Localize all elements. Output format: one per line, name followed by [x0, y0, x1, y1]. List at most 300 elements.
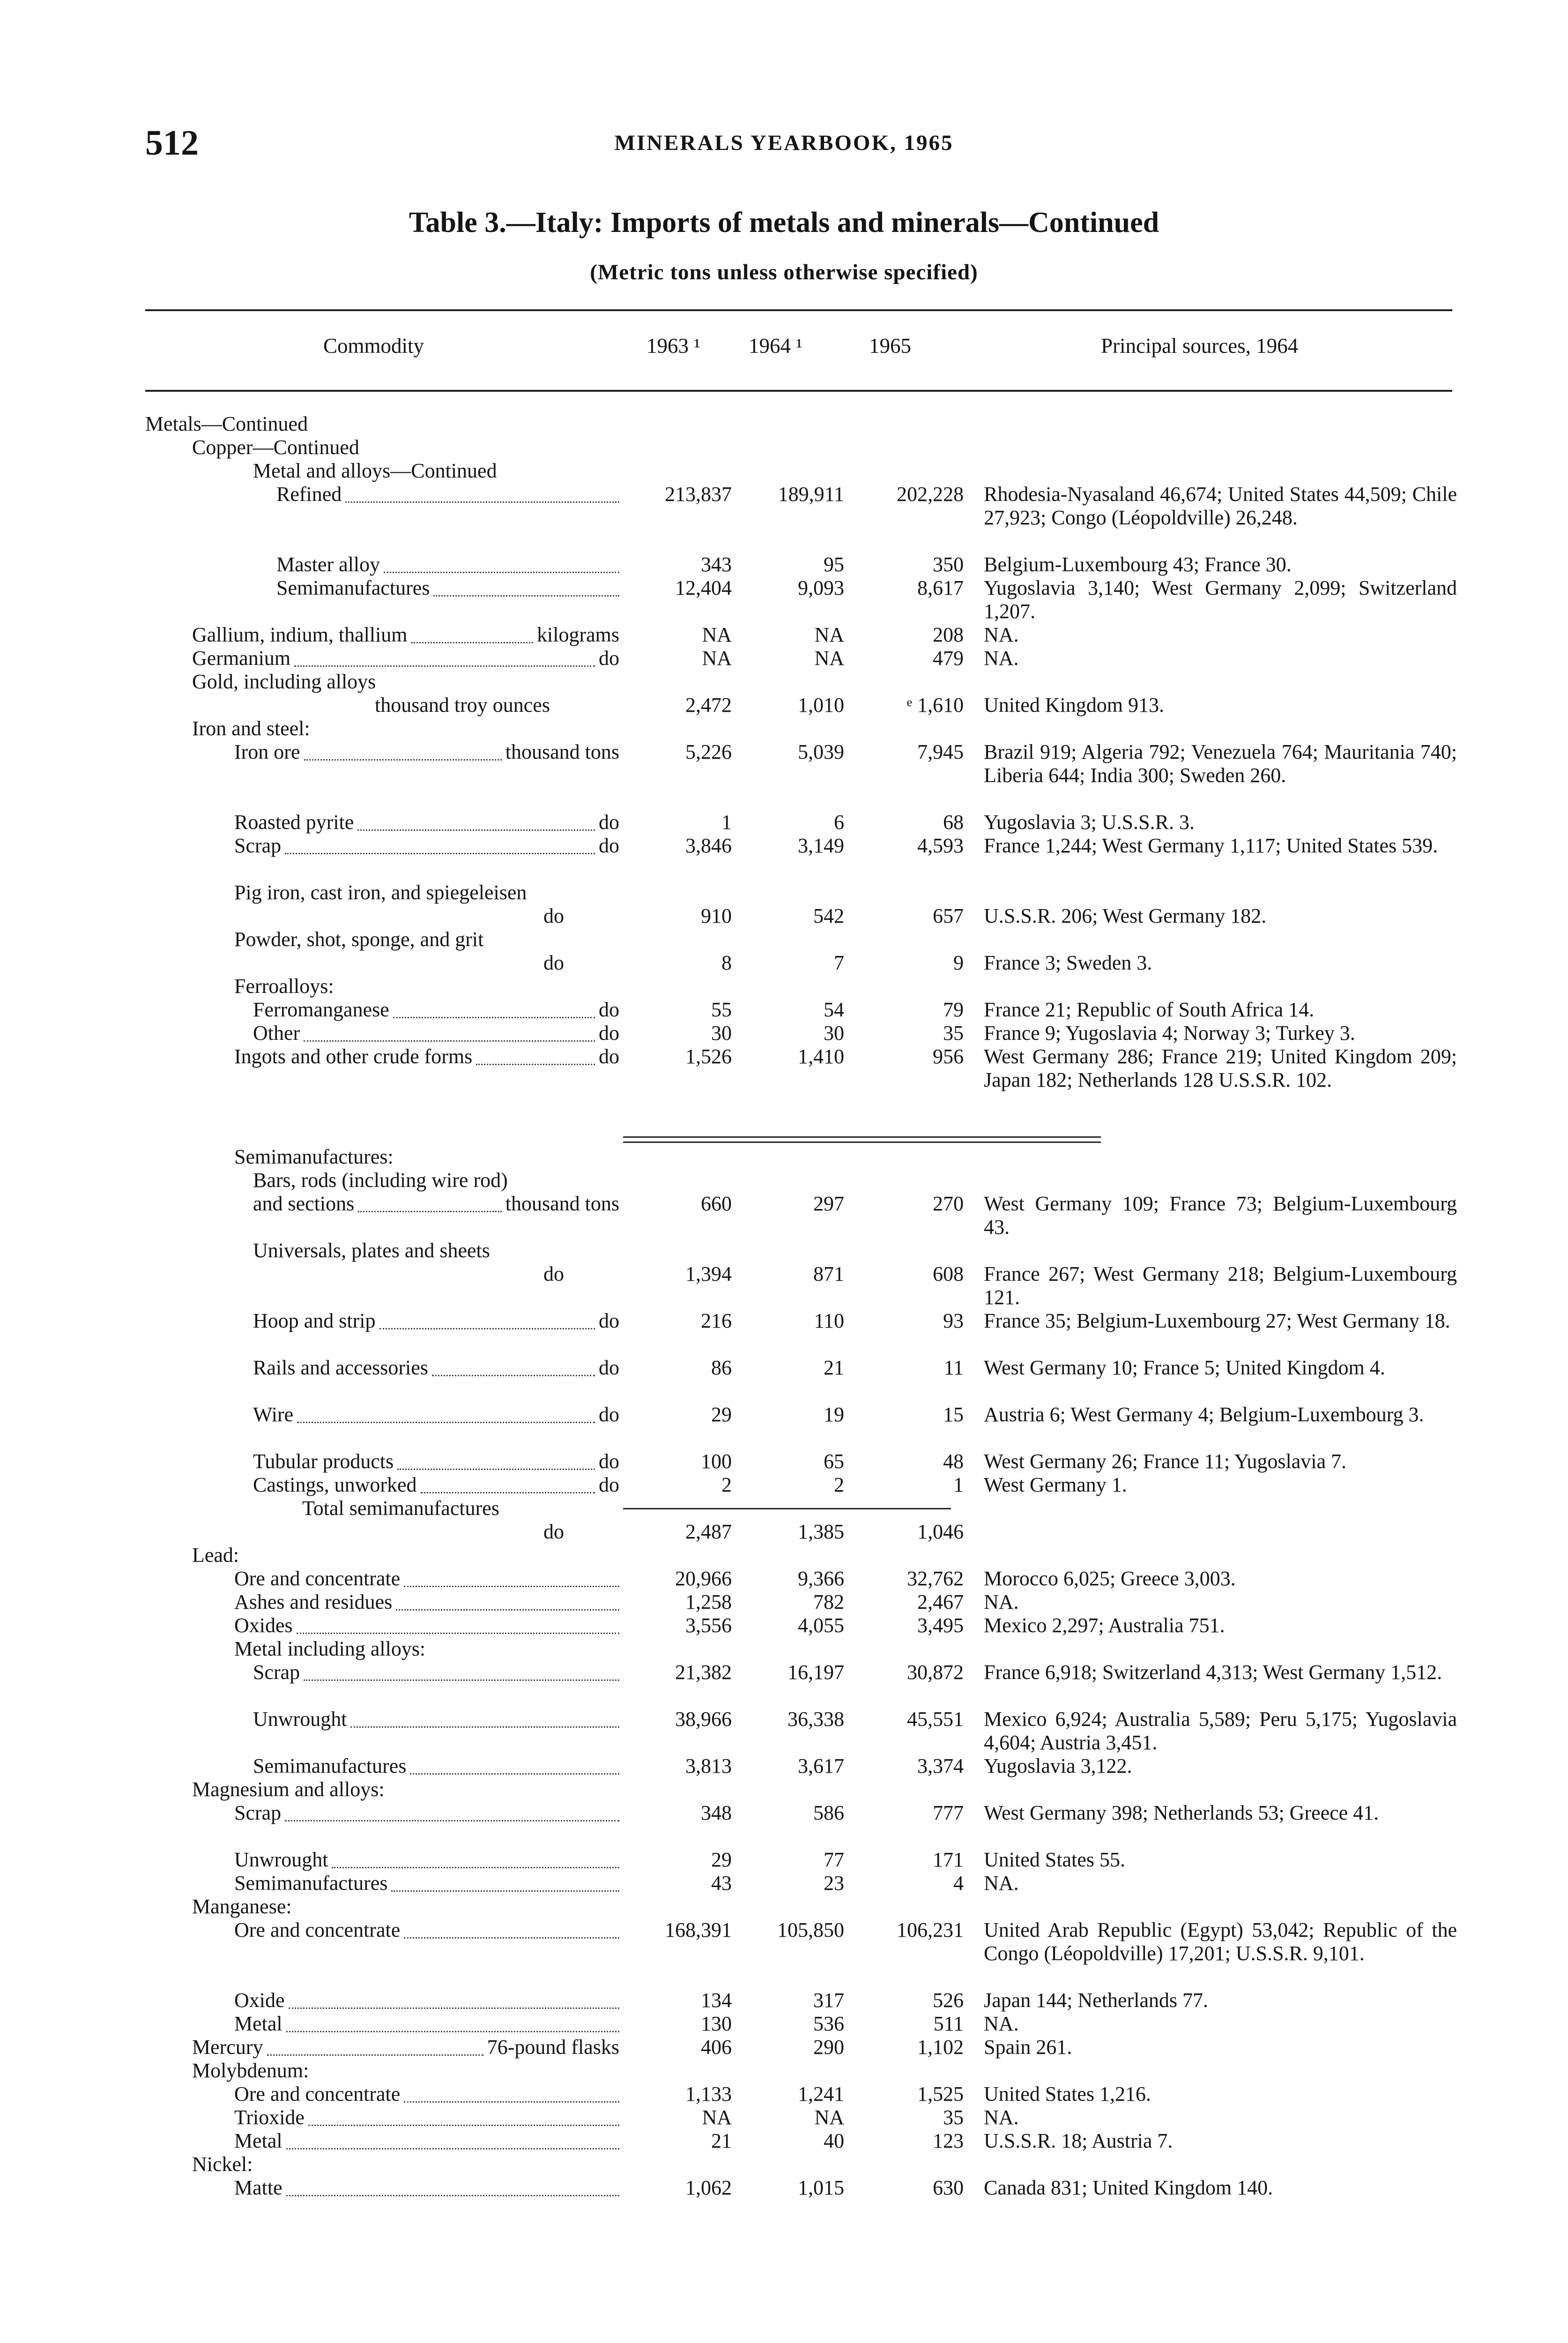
table-row: [0, 1614, 1568, 1637]
header-top-rule: [145, 309, 1452, 311]
table-row: [0, 1356, 1568, 1403]
commodity-label: do: [543, 951, 564, 974]
value-1964: 77: [824, 1848, 844, 1871]
value-1965: 93: [943, 1309, 964, 1332]
table-row: [0, 834, 1568, 881]
page-number: 512: [145, 123, 199, 163]
value-1963: 20,966: [675, 1567, 732, 1590]
value-1964: 290: [813, 2036, 844, 2059]
commodity-label: Pig iron, cast iron, and spiegeleisen: [234, 881, 527, 904]
commodity-label: Semimanufactures: [234, 1872, 388, 1895]
value-1965: 608: [933, 1262, 964, 1285]
table-row: [0, 623, 1568, 647]
table-row: [0, 1848, 1568, 1872]
value-1963: 38,966: [675, 1708, 732, 1731]
value-1965: 1,525: [917, 2082, 964, 2105]
table-row: [0, 2059, 1568, 2082]
commodity-label: Molybdenum:: [192, 2059, 309, 2082]
value-1965: 15: [943, 1403, 964, 1426]
principal-sources: Japan 144; Netherlands 77.: [984, 1989, 1208, 2012]
principal-sources: Brazil 919; Algeria 792; Venezuela 764; Mauritania 740; Liberia 644; India 300; Sweden 260.: [984, 740, 1457, 787]
value-1965: 3,495: [917, 1614, 964, 1637]
value-1964: 1,015: [798, 2176, 844, 2199]
table-row: [0, 1022, 1568, 1045]
unit-label: 76-pound flasks: [487, 2036, 619, 2059]
value-1963: 1: [721, 811, 732, 834]
commodity-label: Refined: [276, 483, 342, 506]
value-1964: 3,149: [798, 834, 844, 857]
table-row: [0, 881, 1568, 904]
principal-sources: France 3; Sweden 3.: [984, 951, 1152, 974]
total-rule: [623, 1508, 951, 1509]
leader-dots: [393, 998, 595, 1018]
value-1963: 21,382: [675, 1661, 732, 1684]
header-principal-sources: Principal sources, 1964: [1101, 334, 1299, 358]
value-1965: 79: [943, 998, 964, 1021]
value-1965: 1: [953, 1473, 964, 1496]
leader-dots: [384, 553, 619, 573]
table-row: [0, 1450, 1568, 1473]
principal-sources: France 267; West Germany 218; Belgium-Luxembourg 121.: [984, 1262, 1457, 1309]
commodity-label: Metal including alloys:: [234, 1637, 426, 1660]
table-row: [0, 1989, 1568, 2012]
principal-sources: France 6,918; Switzerland 4,313; West Germany 1,512.: [984, 1661, 1442, 1684]
principal-sources: NA.: [984, 1872, 1019, 1895]
value-1965: 35: [943, 1022, 964, 1045]
unit-label: do: [599, 1473, 619, 1496]
principal-sources: U.S.S.R. 206; West Germany 182.: [984, 904, 1267, 927]
value-1963: 660: [701, 1192, 732, 1215]
value-1964: 1,241: [798, 2082, 844, 2105]
value-1964: 36,338: [788, 1708, 844, 1731]
value-1965: 777: [933, 1801, 964, 1824]
value-1963: 1,526: [685, 1045, 732, 1068]
leader-dots: [404, 1918, 619, 1939]
value-1965: 35: [943, 2106, 964, 2129]
table-row: [0, 1169, 1568, 1192]
principal-sources: U.S.S.R. 18; Austria 7.: [984, 2129, 1173, 2152]
value-1963: 8: [721, 951, 732, 974]
commodity-label: Oxides: [234, 1614, 293, 1637]
value-1965: 630: [933, 2176, 964, 2199]
value-1963: 348: [701, 1801, 732, 1824]
principal-sources: West Germany 109; France 73; Belgium-Luxembourg 43.: [984, 1192, 1457, 1239]
value-1964: 105,850: [777, 1918, 844, 1941]
table-row: [0, 811, 1568, 834]
principal-sources: Canada 831; United Kingdom 140.: [984, 2176, 1273, 2199]
commodity-label: Wire: [253, 1403, 294, 1426]
unit-label: do: [599, 811, 619, 834]
table-row: [0, 1590, 1568, 1614]
table-row: [0, 2106, 1568, 2129]
leader-dots: [267, 2036, 483, 2056]
principal-sources: United States 55.: [984, 1848, 1125, 1871]
commodity-label: Matte: [234, 2176, 282, 2199]
value-1965: 1,102: [917, 2036, 964, 2059]
principal-sources: West Germany 26; France 11; Yugoslavia 7.: [984, 1450, 1347, 1473]
commodity-label: Master alloy: [276, 553, 380, 576]
commodity-label: Hoop and strip: [253, 1309, 376, 1332]
value-1965: 68: [943, 811, 964, 834]
commodity-label: Total semimanufactures: [302, 1497, 499, 1520]
commodity-label: Universals, plates and sheets: [253, 1239, 490, 1262]
value-1964: 6: [834, 811, 844, 834]
value-1963: 5,226: [685, 740, 732, 763]
leader-dots: [285, 1801, 619, 1821]
value-1965: 11: [944, 1356, 964, 1379]
unit-label: do: [599, 1045, 619, 1068]
value-1963: 343: [701, 553, 732, 576]
commodity-label: Semimanufactures:: [234, 1145, 394, 1168]
table-row: [0, 1309, 1568, 1356]
value-1964: 317: [813, 1989, 844, 2012]
value-1965: 8,617: [917, 576, 964, 599]
leader-dots: [286, 2176, 619, 2196]
value-1964: 542: [813, 904, 844, 927]
principal-sources: West Germany 398; Netherlands 53; Greece 41.: [984, 1801, 1379, 1824]
value-1963: 1,394: [685, 1262, 732, 1285]
value-1965: 202,228: [897, 483, 964, 506]
value-1964: NA: [814, 647, 844, 670]
commodity-label: Powder, shot, sponge, and grit: [234, 928, 484, 951]
unit-label: kilograms: [537, 623, 619, 646]
table-row: [0, 1520, 1568, 1544]
commodity-label: Manganese:: [192, 1895, 292, 1918]
value-1965: 526: [933, 1989, 964, 2012]
principal-sources: France 1,244; West Germany 1,117; United States 539.: [984, 834, 1438, 857]
value-1965: 7,945: [917, 740, 964, 763]
principal-sources: Yugoslavia 3,122.: [984, 1754, 1132, 1777]
leader-dots: [379, 1309, 595, 1329]
value-1963: 134: [701, 1989, 732, 2012]
commodity-label: Metal: [234, 2129, 282, 2152]
table-row: [0, 2012, 1568, 2036]
commodity-label: Iron and steel:: [192, 717, 310, 740]
unit-label: do: [599, 1309, 619, 1332]
value-1963: NA: [702, 623, 732, 646]
value-1963: 213,837: [665, 483, 732, 506]
value-1963: 3,846: [685, 834, 732, 857]
table-row: [0, 2153, 1568, 2176]
table-row: [0, 1262, 1568, 1309]
value-1965: 1,046: [917, 1520, 964, 1543]
commodity-label: Roasted pyrite: [234, 811, 354, 834]
commodity-label: Scrap: [234, 834, 282, 857]
principal-sources: Morocco 6,025; Greece 3,003.: [984, 1567, 1236, 1590]
commodity-label: Semimanufactures: [276, 576, 430, 599]
leader-dots: [358, 1192, 502, 1212]
leader-dots: [404, 1567, 619, 1587]
value-1964: 189,911: [778, 483, 844, 506]
principal-sources: Austria 6; West Germany 4; Belgium-Luxembourg 3.: [984, 1403, 1424, 1426]
commodity-label: Ore and concentrate: [234, 1918, 401, 1941]
value-1965: 4,593: [917, 834, 964, 857]
table-row: [0, 1661, 1568, 1708]
unit-label: do: [599, 1356, 619, 1379]
table-row: [0, 998, 1568, 1022]
value-1963: 406: [701, 2036, 732, 2059]
table-row: [0, 2129, 1568, 2153]
table-row: [0, 1045, 1568, 1115]
commodity-label: Germanium: [192, 647, 291, 670]
value-1964: 7: [834, 951, 844, 974]
value-1964: 65: [824, 1450, 844, 1473]
commodity-label: do: [543, 1520, 564, 1543]
commodity-label: Ore and concentrate: [234, 2082, 401, 2105]
unit-label: do: [599, 998, 619, 1021]
principal-sources: Belgium-Luxembourg 43; France 30.: [984, 553, 1292, 576]
commodity-label: Tubular products: [253, 1450, 394, 1473]
commodity-label: thousand troy ounces: [375, 694, 550, 716]
value-1964: 110: [814, 1309, 844, 1332]
unit-label: thousand tons: [505, 1192, 619, 1215]
unit-label: do: [599, 1022, 619, 1045]
table-row: [0, 1403, 1568, 1450]
table-row: [0, 483, 1568, 553]
value-1963: 100: [701, 1450, 732, 1473]
table-subtitle: (Metric tons unless otherwise specified): [590, 260, 978, 284]
header-1965: 1965: [869, 334, 911, 358]
commodity-label: Ferromanganese: [253, 998, 389, 1021]
header-1963: 1963 ¹: [647, 334, 700, 358]
table-row: [0, 1473, 1568, 1497]
value-1965: 2,467: [917, 1590, 964, 1613]
value-1963: 2: [721, 1473, 732, 1496]
value-1963: 12,404: [675, 576, 732, 599]
value-1963: 3,813: [685, 1754, 732, 1777]
commodity-label: Bars, rods (including wire rod): [253, 1169, 508, 1192]
commodity-label: Lead:: [192, 1544, 239, 1567]
table-row: [0, 1872, 1568, 1895]
value-1965: 4: [953, 1872, 964, 1895]
value-1964: 54: [824, 998, 844, 1021]
table-row: [0, 647, 1568, 670]
value-1964: 95: [824, 553, 844, 576]
commodity-label: do: [543, 904, 564, 927]
commodity-label: Scrap: [234, 1801, 282, 1824]
value-1964: 9,093: [798, 576, 844, 599]
commodity-label: Gallium, indium, thallium: [192, 623, 408, 646]
leader-dots: [350, 1708, 619, 1728]
table-row: [0, 1778, 1568, 1801]
table-row: [0, 1918, 1568, 1989]
value-1963: 1,258: [685, 1590, 732, 1613]
table-row: [0, 928, 1568, 951]
value-1964: 586: [813, 1801, 844, 1824]
principal-sources: France 35; Belgium-Luxembourg 27; West Germany 18.: [984, 1309, 1450, 1332]
value-1963: NA: [702, 2106, 732, 2129]
value-1965: 270: [933, 1192, 964, 1215]
leader-dots: [304, 1022, 595, 1042]
value-1964: 782: [813, 1590, 844, 1613]
leader-dots: [476, 1045, 595, 1065]
table-row: [0, 553, 1568, 576]
table-row: [0, 1145, 1568, 1169]
leader-dots: [286, 2012, 619, 2032]
principal-sources: United States 1,216.: [984, 2082, 1151, 2105]
commodity-label: Ferroalloys:: [234, 975, 334, 998]
value-1963: 2,487: [685, 1520, 732, 1543]
value-1963: 3,556: [685, 1614, 732, 1637]
commodity-label: Metals—Continued: [145, 412, 308, 435]
table-row: [0, 1895, 1568, 1918]
value-1963: 216: [701, 1309, 732, 1332]
table-title: Table 3.—Italy: Imports of metals and minerals—Continued: [409, 207, 1159, 239]
leader-dots: [357, 811, 595, 831]
table-row: [0, 904, 1568, 928]
commodity-label: Ore and concentrate: [234, 1567, 401, 1590]
value-1964: 30: [824, 1022, 844, 1045]
value-1965: 106,231: [897, 1918, 964, 1941]
unit-label: do: [599, 834, 619, 857]
leader-dots: [308, 2106, 619, 2126]
principal-sources: NA.: [984, 2012, 1019, 2035]
table-row: [0, 2082, 1568, 2106]
value-1964: 1,010: [798, 694, 844, 716]
commodity-label: Unwrought: [234, 1848, 328, 1871]
value-1963: 168,391: [665, 1918, 732, 1941]
value-1965: 208: [933, 623, 964, 646]
leader-dots: [397, 1450, 595, 1470]
commodity-label: Oxide: [234, 1989, 285, 2012]
table-row: [0, 670, 1568, 694]
value-1964: 21: [824, 1356, 844, 1379]
value-1965: 479: [933, 647, 964, 670]
commodity-label: Iron ore: [234, 740, 300, 763]
principal-sources: Mexico 6,924; Australia 5,589; Peru 5,175; Yugoslavia 4,604; Austria 3,451.: [984, 1708, 1457, 1754]
table-row: [0, 951, 1568, 975]
commodity-label: Ingots and other crude forms: [234, 1045, 473, 1068]
commodity-label: Magnesium and alloys:: [192, 1778, 385, 1801]
table-row: [0, 412, 1568, 436]
value-1964: 2: [834, 1473, 844, 1496]
table-row: [0, 694, 1568, 717]
commodity-label: Nickel:: [192, 2153, 253, 2176]
commodity-label: Ashes and residues: [234, 1590, 393, 1613]
principal-sources: Mexico 2,297; Australia 751.: [984, 1614, 1225, 1637]
leader-dots: [410, 1754, 619, 1775]
table-row: [0, 1801, 1568, 1848]
commodity-label: Gold, including alloys: [192, 670, 376, 693]
value-1965: ᵉ 1,610: [907, 694, 964, 716]
header-commodity: Commodity: [323, 334, 424, 358]
commodity-label: Unwrought: [253, 1708, 347, 1731]
commodity-label: and sections: [253, 1192, 355, 1215]
value-1964: 9,366: [798, 1567, 844, 1590]
table-row: [0, 1239, 1568, 1262]
commodity-label: Castings, unworked: [253, 1473, 417, 1496]
header-1964: 1964 ¹: [749, 334, 803, 358]
value-1965: 30,872: [907, 1661, 964, 1684]
value-1964: 3,617: [798, 1754, 844, 1777]
leader-dots: [433, 576, 619, 597]
value-1963: 43: [711, 1872, 732, 1895]
value-1963: 21: [711, 2129, 732, 2152]
unit-label: do: [599, 647, 619, 670]
value-1965: 956: [933, 1045, 964, 1068]
principal-sources: West Germany 10; France 5; United Kingdom 4.: [984, 1356, 1385, 1379]
leader-dots: [285, 834, 595, 854]
value-1964: NA: [814, 623, 844, 646]
value-1963: 1,062: [685, 2176, 732, 2199]
principal-sources: United Arab Republic (Egypt) 53,042; Republic of the Congo (Léopoldville) 17,201; U.S.S.R. 9,101.: [984, 1918, 1457, 1965]
value-1963: 86: [711, 1356, 732, 1379]
table-row: [0, 740, 1568, 811]
principal-sources: NA.: [984, 623, 1019, 646]
value-1964: 1,410: [798, 1045, 844, 1068]
leader-dots: [332, 1848, 619, 1868]
principal-sources: France 21; Republic of South Africa 14.: [984, 998, 1315, 1021]
commodity-label: Semimanufactures: [253, 1754, 407, 1777]
leader-dots: [304, 1661, 619, 1681]
value-1963: 1,133: [685, 2082, 732, 2105]
header-bottom-rule: [145, 390, 1452, 392]
commodity-label: Rails and accessories: [253, 1356, 428, 1379]
value-1965: 123: [933, 2129, 964, 2152]
unit-label: do: [599, 1403, 619, 1426]
table-row: [0, 1708, 1568, 1754]
value-1964: 40: [824, 2129, 844, 2152]
commodity-label: Trioxide: [234, 2106, 305, 2129]
value-1965: 511: [933, 2012, 964, 2035]
value-1965: 9: [953, 951, 964, 974]
value-1965: 3,374: [917, 1754, 964, 1777]
value-1963: NA: [702, 647, 732, 670]
leader-dots: [304, 740, 502, 761]
principal-sources: NA.: [984, 1590, 1019, 1613]
table-row: [0, 459, 1568, 483]
leader-dots: [294, 647, 595, 667]
table-row: [0, 1567, 1568, 1590]
principal-sources: United Kingdom 913.: [984, 694, 1164, 716]
principal-sources: NA.: [984, 2106, 1019, 2129]
table-row: [0, 975, 1568, 998]
value-1963: 29: [711, 1848, 732, 1871]
commodity-label: Scrap: [253, 1661, 300, 1684]
value-1964: 1,385: [798, 1520, 844, 1543]
leader-dots: [289, 1989, 619, 2009]
value-1963: 910: [701, 904, 732, 927]
value-1964: 871: [813, 1262, 844, 1285]
table-row: [0, 2036, 1568, 2059]
commodity-label: Metal: [234, 2012, 282, 2035]
leader-dots: [297, 1403, 595, 1423]
leader-dots: [286, 2129, 619, 2149]
commodity-label: do: [543, 1262, 564, 1285]
leader-dots: [432, 1356, 595, 1376]
principal-sources: Spain 261.: [984, 2036, 1072, 2059]
principal-sources: West Germany 1.: [984, 1473, 1127, 1496]
leader-dots: [396, 1590, 619, 1611]
leader-dots: [297, 1614, 619, 1634]
value-1963: 2,472: [685, 694, 732, 716]
commodity-label: Other: [253, 1022, 300, 1045]
value-1965: 32,762: [907, 1567, 964, 1590]
unit-label: do: [599, 1450, 619, 1473]
value-1963: 55: [711, 998, 732, 1021]
table-row: [0, 1192, 1568, 1239]
table-row: [0, 1544, 1568, 1567]
principal-sources: France 9; Yugoslavia 4; Norway 3; Turkey 3.: [984, 1022, 1355, 1045]
value-1963: 29: [711, 1403, 732, 1426]
value-1963: 30: [711, 1022, 732, 1045]
value-1964: NA: [814, 2106, 844, 2129]
principal-sources: West Germany 286; France 219; United Kingdom 209; Japan 182; Netherlands 128 U.S.S.R. 102.: [984, 1045, 1457, 1091]
value-1964: 4,055: [798, 1614, 844, 1637]
value-1964: 19: [824, 1403, 844, 1426]
commodity-label: Metal and alloys—Continued: [253, 459, 497, 482]
principal-sources: Rhodesia-Nyasaland 46,674; United States 44,509; Chile 27,923; Congo (Léopoldville) 26,248.: [984, 483, 1457, 529]
